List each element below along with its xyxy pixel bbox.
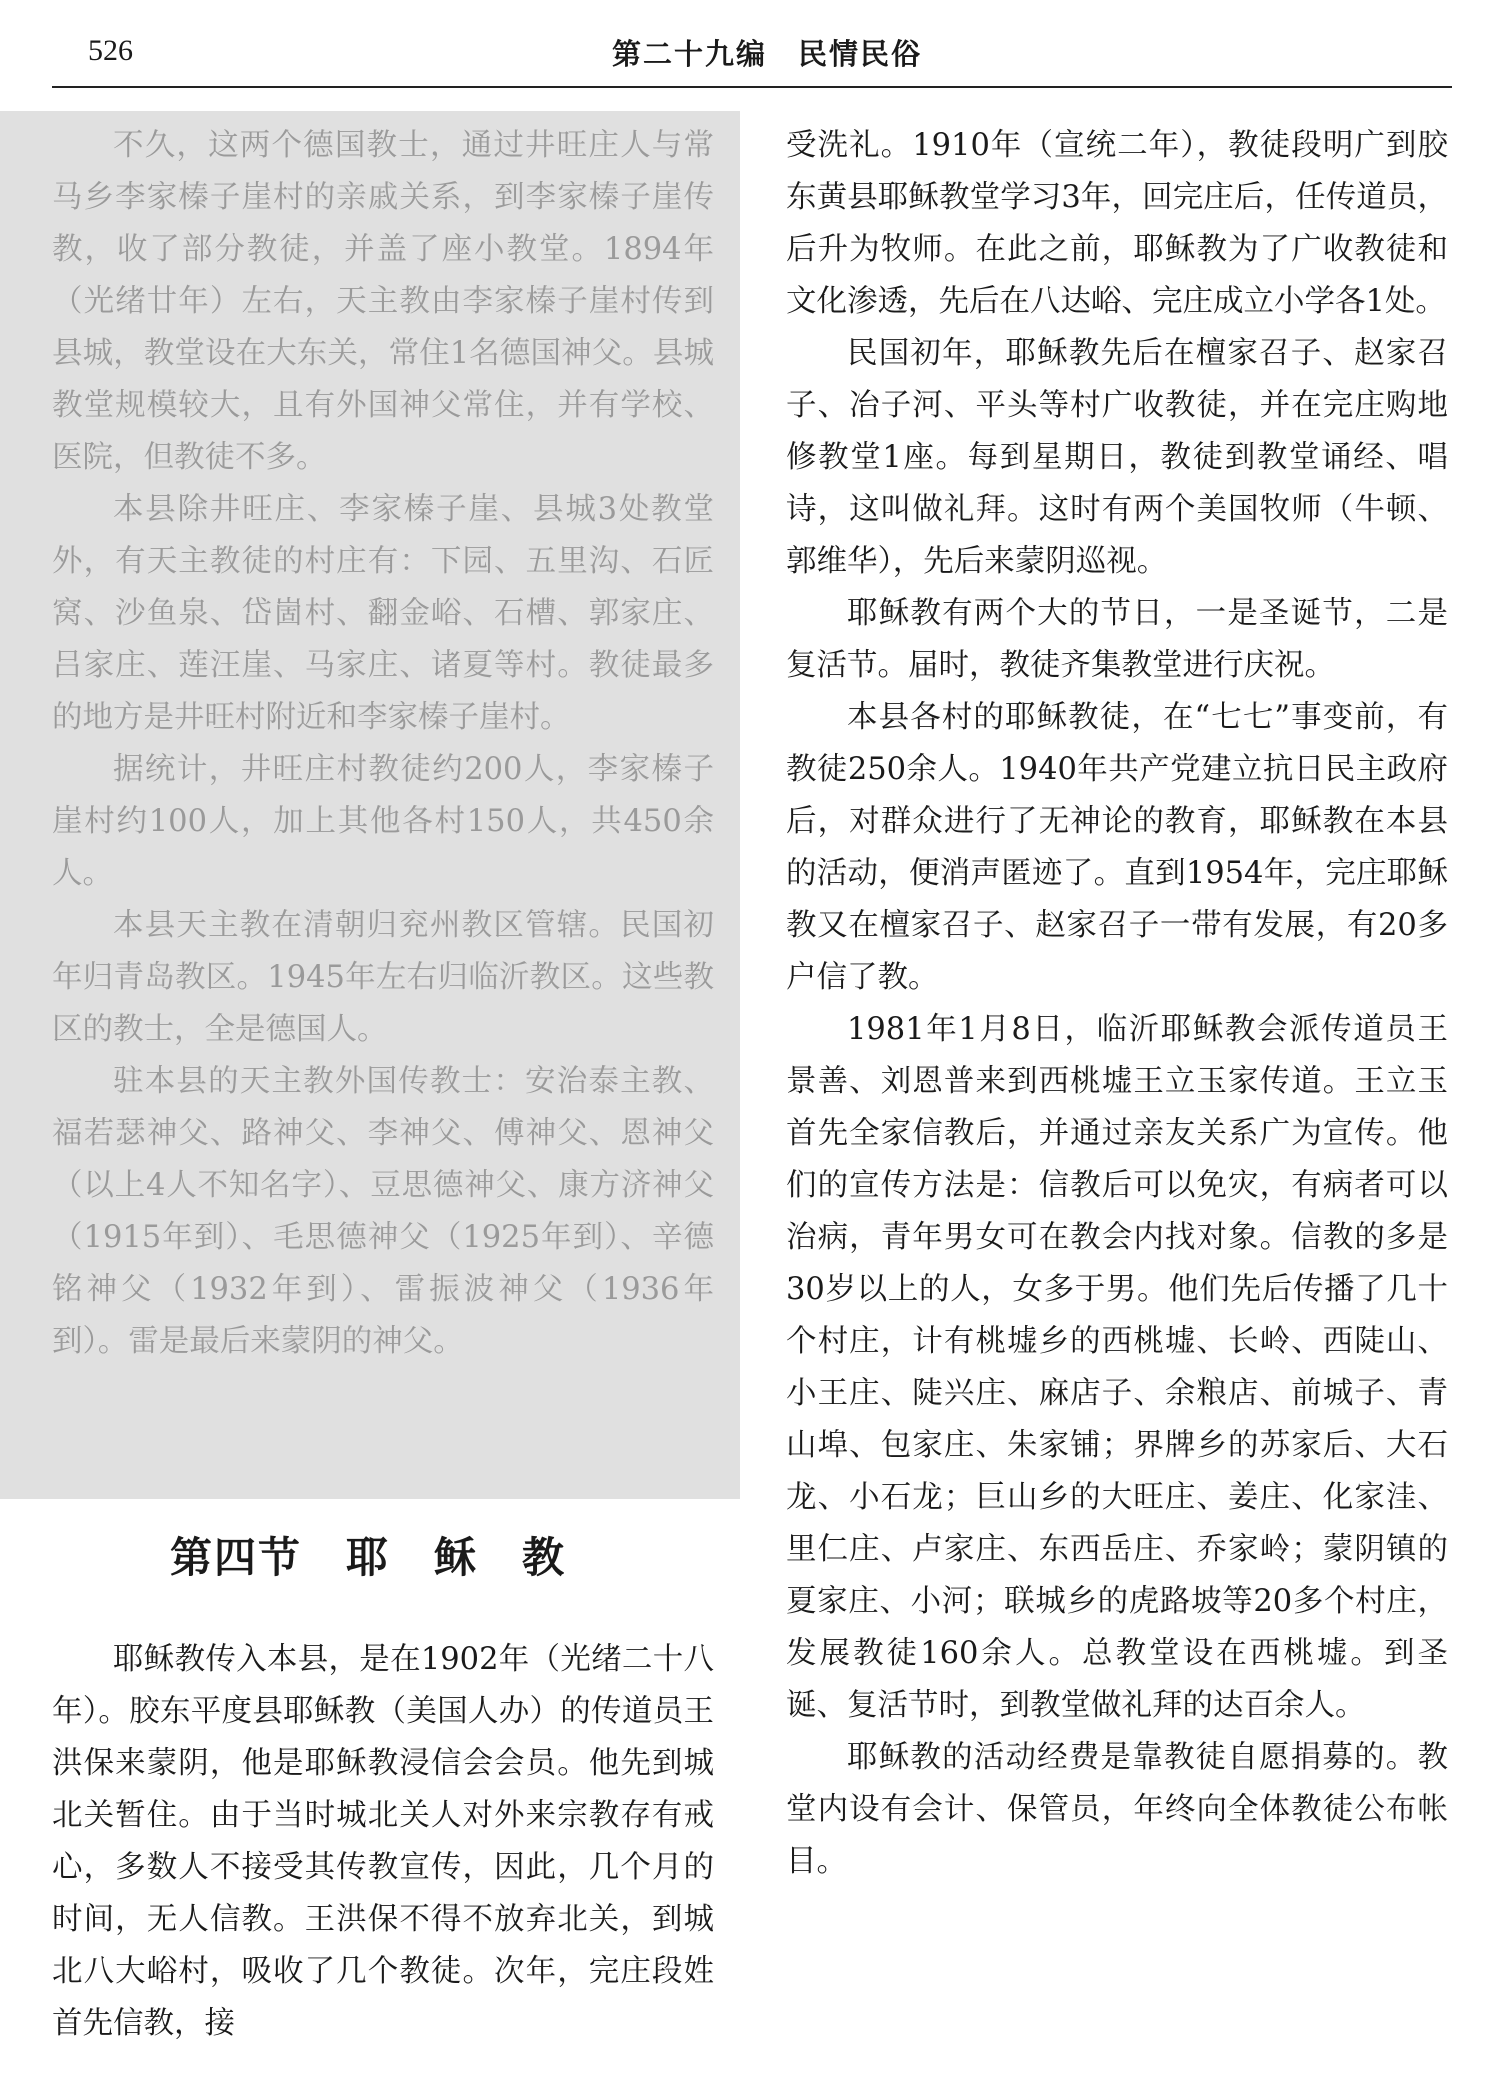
running-title: 第二十九编 民情民俗 [612,37,923,71]
paragraph: 耶稣教有两个大的节日，一是圣诞节，二是复活节。届时，教徒齐集教堂进行庆祝。 [786,596,1448,683]
left-column-shaded-text [52,120,714,1368]
paragraph: 不久，这两个德国教士，通过井旺庄人与常马乡李家榛子崖村的亲戚关系，到李家榛子崖传教，收了部分教徒，并盖了座小教堂。1894年（光绪廿年）左右，天主教由李家榛子崖村传到县城，教堂设在大东关，常住1名德国神父。县城教堂规模较大，且有外国神父常住，并有学校、医院，但教徒不多。 [52,128,714,475]
paragraph-continuation: 受洗礼。1910年（宣统二年），教徒段明广到胶东黄县耶稣教堂学习3年，回完庄后，任传道员，后升为牧师。在此之前，耶稣教为了广收教徒和文化渗透，先后在八达峪、完庄成立小学各1处。 [786,128,1448,319]
paragraph: 驻本县的天主教外国传教士：安治泰主教、福若瑟神父、路神父、李神父、傅神父、恩神父（以上4人不知名字）、豆思德神父、康方济神父（1915年到）、毛思德神父（1925年到）、辛德铭神父（1932年到）、雷振波神父（1936年到）。雷是最后来蒙阴的神父。 [52,1064,714,1359]
section-title: 第四节 耶 稣 教 [170,1533,567,1582]
paragraph: 1981年1月8日，临沂耶稣教会派传道员王景善、刘恩普来到西桃墟王立玉家传道。王立玉首先全家信教后，并通过亲友关系广为宣传。他们的宣传方法是：信教后可以免灾，有病者可以治病，青年男女可在教会内找对象。信教的多是30岁以上的人，女多于男。他们先后传播了几十个村庄，计有桃墟乡的西桃墟、长岭、西陡山、小王庄、陡兴庄、麻店子、余粮店、前城子、青山埠、包家庄、朱家铺；界牌乡的苏家后、大石龙、小石龙；巨山乡的大旺庄、姜庄、化家洼、里仁庄、卢家庄、东西岳庄、乔家岭；蒙阴镇的夏家庄、小河；联城乡的虎路坡等20多个村庄，发展教徒160余人。总教堂设在西桃墟。到圣诞、复活节时，到教堂做礼拜的达百余人。 [786,1012,1448,1723]
paragraph: 本县各村的耶稣教徒，在“七七”事变前，有教徒250余人。1940年共产党建立抗日民主政府后，对群众进行了无神论的教育，耶稣教在本县的活动，便消声匿迹了。直到1954年，完庄耶稣教又在檀家召子、赵家召子一带有发展，有20多户信了教。 [786,700,1448,995]
paragraph: 本县天主教在清朝归兖州教区管辖。民国初年归青岛教区。1945年左右归临沂教区。这些教区的教士，全是德国人。 [52,908,714,1047]
left-column-lower-text [52,1634,714,2050]
paragraph: 据统计，井旺庄村教徒约200人，李家榛子崖村约100人，加上其他各村150人，共450余人。 [52,752,714,891]
paragraph: 民国初年，耶稣教先后在檀家召子、赵家召子、冶子河、平头等村广收教徒，并在完庄购地修教堂1座。每到星期日，教徒到教堂诵经、唱诗，这叫做礼拜。这时有两个美国牧师（牛顿、郭维华），先后来蒙阴巡视。 [786,336,1448,579]
right-column-text [786,120,1448,1888]
page-header [52,28,1452,84]
page-number: 526 [88,34,133,67]
header-rule [52,86,1452,88]
paragraph: 耶稣教传入本县，是在1902年（光绪二十八年）。胶东平度县耶稣教（美国人办）的传道员王洪保来蒙阴，他是耶稣教浸信会会员。他先到城北关暂住。由于当时城北关人对外来宗教存有戒心，多数人不接受其传教宣传，因此，几个月的时间，无人信教。王洪保不得不放弃北关，到城北八大峪村，吸收了几个教徒。次年，完庄段姓首先信教，接 [52,1642,714,2041]
paragraph: 本县除井旺庄、李家榛子崖、县城3处教堂外，有天主教徒的村庄有：下园、五里沟、石匠窝、沙鱼泉、岱崮村、翻金峪、石槽、郭家庄、吕家庄、莲汪崖、马家庄、诸夏等村。教徒最多的地方是井旺村附近和李家榛子崖村。 [52,492,714,735]
paragraph: 耶稣教的活动经费是靠教徒自愿捐募的。教堂内设有会计、保管员，年终向全体教徒公布帐目。 [786,1740,1448,1879]
